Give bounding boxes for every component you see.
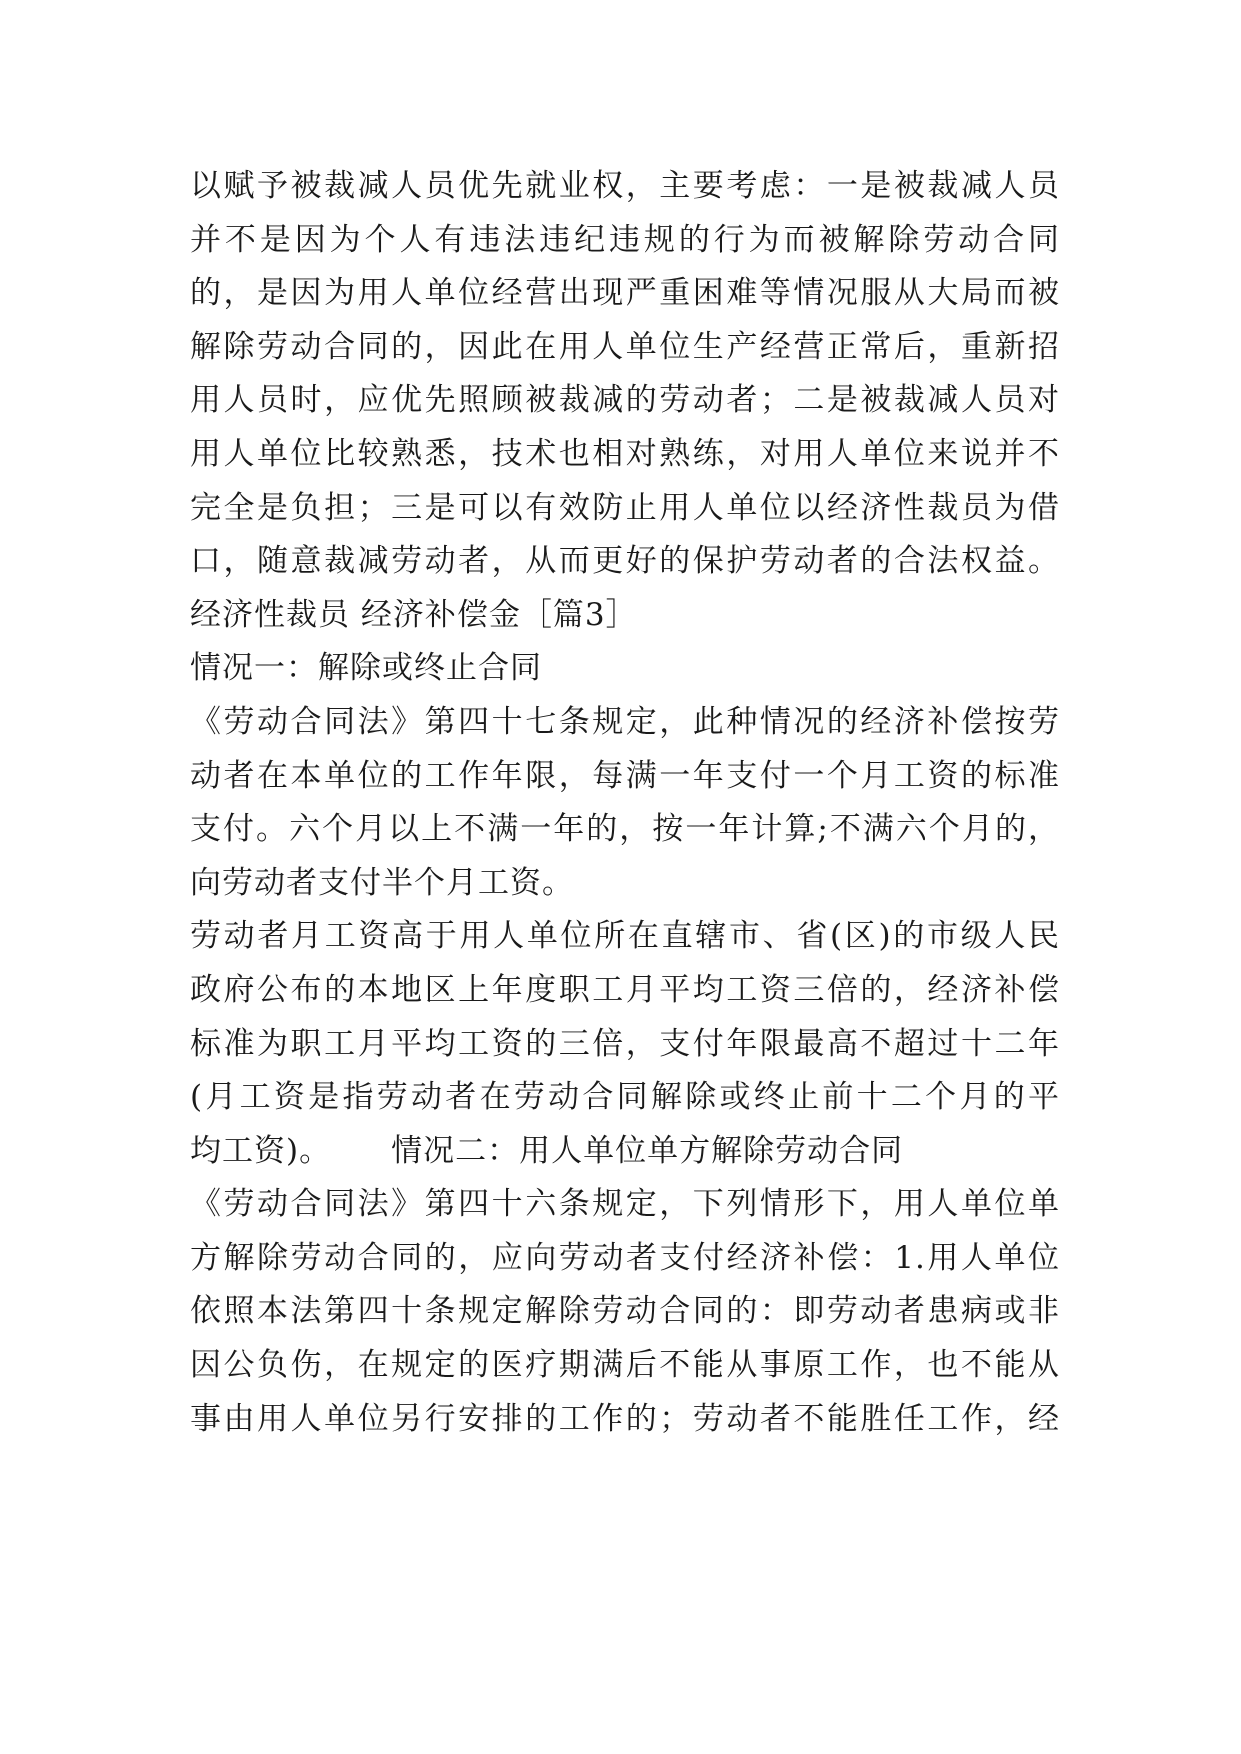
text-line-15: 劳动者月工资高于用人单位所在直辖市、省(区)的市级人民 [190, 918, 1060, 955]
text-line-3: 的，是因为用人单位经营出现严重困难等情况服从大局而被 [190, 275, 1060, 312]
text-line-2: 并不是因为个人有违法违纪违规的行为而被解除劳动合同 [190, 221, 1060, 258]
text-line-23: 因公负伤，在规定的医疗期满后不能从事原工作，也不能从 [190, 1347, 1060, 1384]
text-line-13: 支付。六个月以上不满一年的，按一年计算;不满六个月的， [190, 811, 1060, 848]
text-line-22: 依照本法第四十条规定解除劳动合同的：即劳动者患病或非 [190, 1293, 1060, 1330]
subsection-heading-2: 情况二：用人单位单方解除劳动合同 [391, 1132, 904, 1169]
text-line-6: 用人单位比较熟悉，技术也相对熟练，对用人单位来说并不 [190, 435, 1060, 472]
text-line-24: 事由用人单位另行安排的工作的；劳动者不能胜任工作，经 [190, 1400, 1060, 1437]
text-line-8: 口，随意裁减劳动者，从而更好的保护劳动者的合法权益。 [190, 543, 1060, 580]
text-line-20: 《劳动合同法》第四十六条规定，下列情形下，用人单位单 [190, 1186, 1060, 1223]
section-heading: 经济性裁员 经济补偿金［篇3］ [190, 596, 638, 633]
subsection-heading-1: 情况一：解除或终止合同 [190, 650, 542, 687]
body-text [190, 160, 1060, 1446]
text-line-21: 方解除劳动合同的，应向劳动者支付经济补偿：1.用人单位 [190, 1239, 1060, 1276]
text-line-12: 动者在本单位的工作年限，每满一年支付一个月工资的标准 [190, 757, 1060, 794]
text-line-18: (月工资是指劳动者在劳动合同解除或终止前十二个月的平 [190, 1079, 1060, 1116]
text-line-14: 向劳动者支付半个月工资。 [190, 864, 574, 901]
text-line-17: 标准为职工月平均工资的三倍，支付年限最高不超过十二年 [190, 1025, 1060, 1062]
text-line-19 [190, 1125, 1060, 1179]
text-line-16: 政府公布的本地区上年度职工月平均工资三倍的，经济补偿 [190, 971, 1060, 1008]
text-line-11: 《劳动合同法》第四十七条规定，此种情况的经济补偿按劳 [190, 703, 1060, 740]
text-line-4: 解除劳动合同的，因此在用人单位生产经营正常后，重新招 [190, 328, 1060, 365]
text-line-1: 以赋予被裁减人员优先就业权，主要考虑：一是被裁减人员 [190, 168, 1060, 204]
text-line-7: 完全是负担；三是可以有效防止用人单位以经济性裁员为借 [190, 489, 1060, 526]
text-line-5: 用人员时，应优先照顾被裁减的劳动者；二是被裁减人员对 [190, 382, 1060, 419]
text-fragment: 均工资)。 [190, 1132, 332, 1169]
